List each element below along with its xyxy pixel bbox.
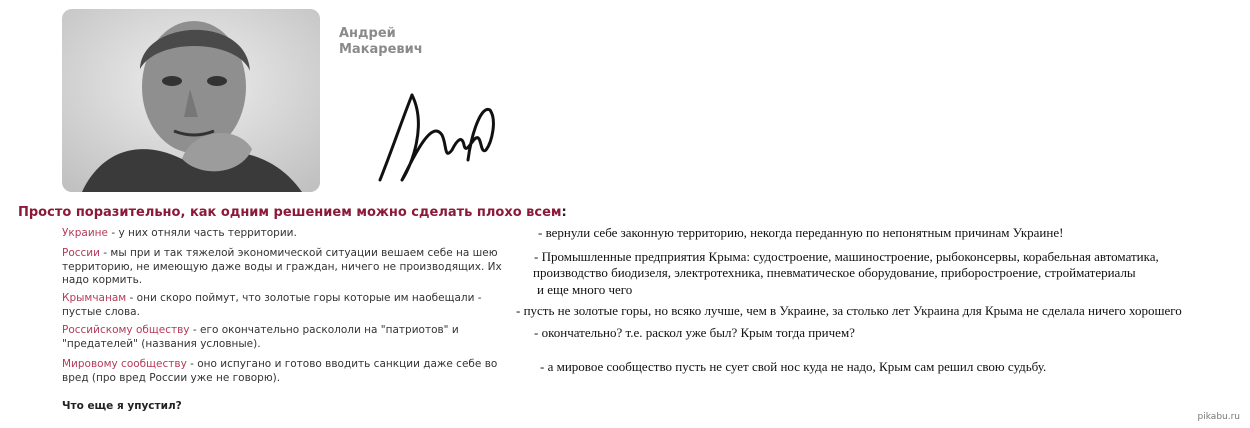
- statement-text: - мы при и так тяжелой экономической ситуации вешаем себе на шею территорию, не имеющую даже воды и граждан, ничего не производящих. Их надо кормить.: [62, 247, 502, 286]
- statement-world-community: [62, 358, 522, 385]
- statement-subject: Украине: [62, 227, 108, 239]
- headline-colon: :: [561, 205, 567, 220]
- reply-ukraine: - вернули себе законную территорию, некогда переданную по непонятным причинам Украине!: [538, 225, 1064, 240]
- reply-crimeans: - пусть не золотые горы, но всяко лучше, чем в Украине, за столько лет Украина для Крыма не сделала ничего хорошего: [516, 303, 1182, 318]
- reply-russia-line-2: производство биодизеля, электротехника, пневматическое оборудование, приборостроение, стройматериалы: [533, 265, 1136, 280]
- headline-text: Просто поразительно, как одним решением можно сделать плохо всем: [18, 205, 562, 220]
- statement-ukraine: [62, 227, 522, 241]
- author-last-name: Макаревич: [339, 42, 423, 57]
- signature-image: [372, 80, 512, 190]
- statement-text: - они скоро поймут, что золотые горы которые им наобещали - пустые слова.: [62, 292, 482, 318]
- author-photo: [62, 9, 320, 192]
- headline: [18, 205, 567, 220]
- statement-subject: России: [62, 247, 100, 259]
- statement-russia: [62, 247, 507, 288]
- statement-text: - у них отняли часть территории.: [108, 227, 297, 239]
- statement-subject: Мировому сообществу: [62, 358, 187, 370]
- watermark: pikabu.ru: [1197, 412, 1240, 422]
- statement-subject: Российскому обществу: [62, 324, 190, 336]
- reply-russian-society: - окончательно? т.е. раскол уже был? Крым тогда причем?: [534, 325, 855, 340]
- reply-world-community: - а мировое сообщество пусть не сует свой нос куда не надо, Крым сам решил свою судьбу.: [540, 359, 1047, 374]
- statement-subject: Крымчанам: [62, 292, 127, 304]
- author-name: [339, 26, 423, 58]
- reply-russia-line-3: и еще много чего: [537, 282, 633, 297]
- reply-russia-line-1: - Промышленные предприятия Крыма: судостроение, машиностроение, рыбоконсервы, корабельная автоматика,: [534, 249, 1159, 264]
- statement-text: - его окончательно раскололи на "патриотов" и "предателей" (названия условные).: [62, 324, 459, 350]
- statement-text: - оно испугано и готово вводить санкции даже себе во вред (про вред России уже не говорю).: [62, 358, 498, 384]
- author-first-name: Андрей: [339, 26, 396, 41]
- statement-crimeans: [62, 292, 512, 319]
- closing-question: Что еще я упустил?: [62, 400, 182, 412]
- statement-russian-society: [62, 324, 487, 351]
